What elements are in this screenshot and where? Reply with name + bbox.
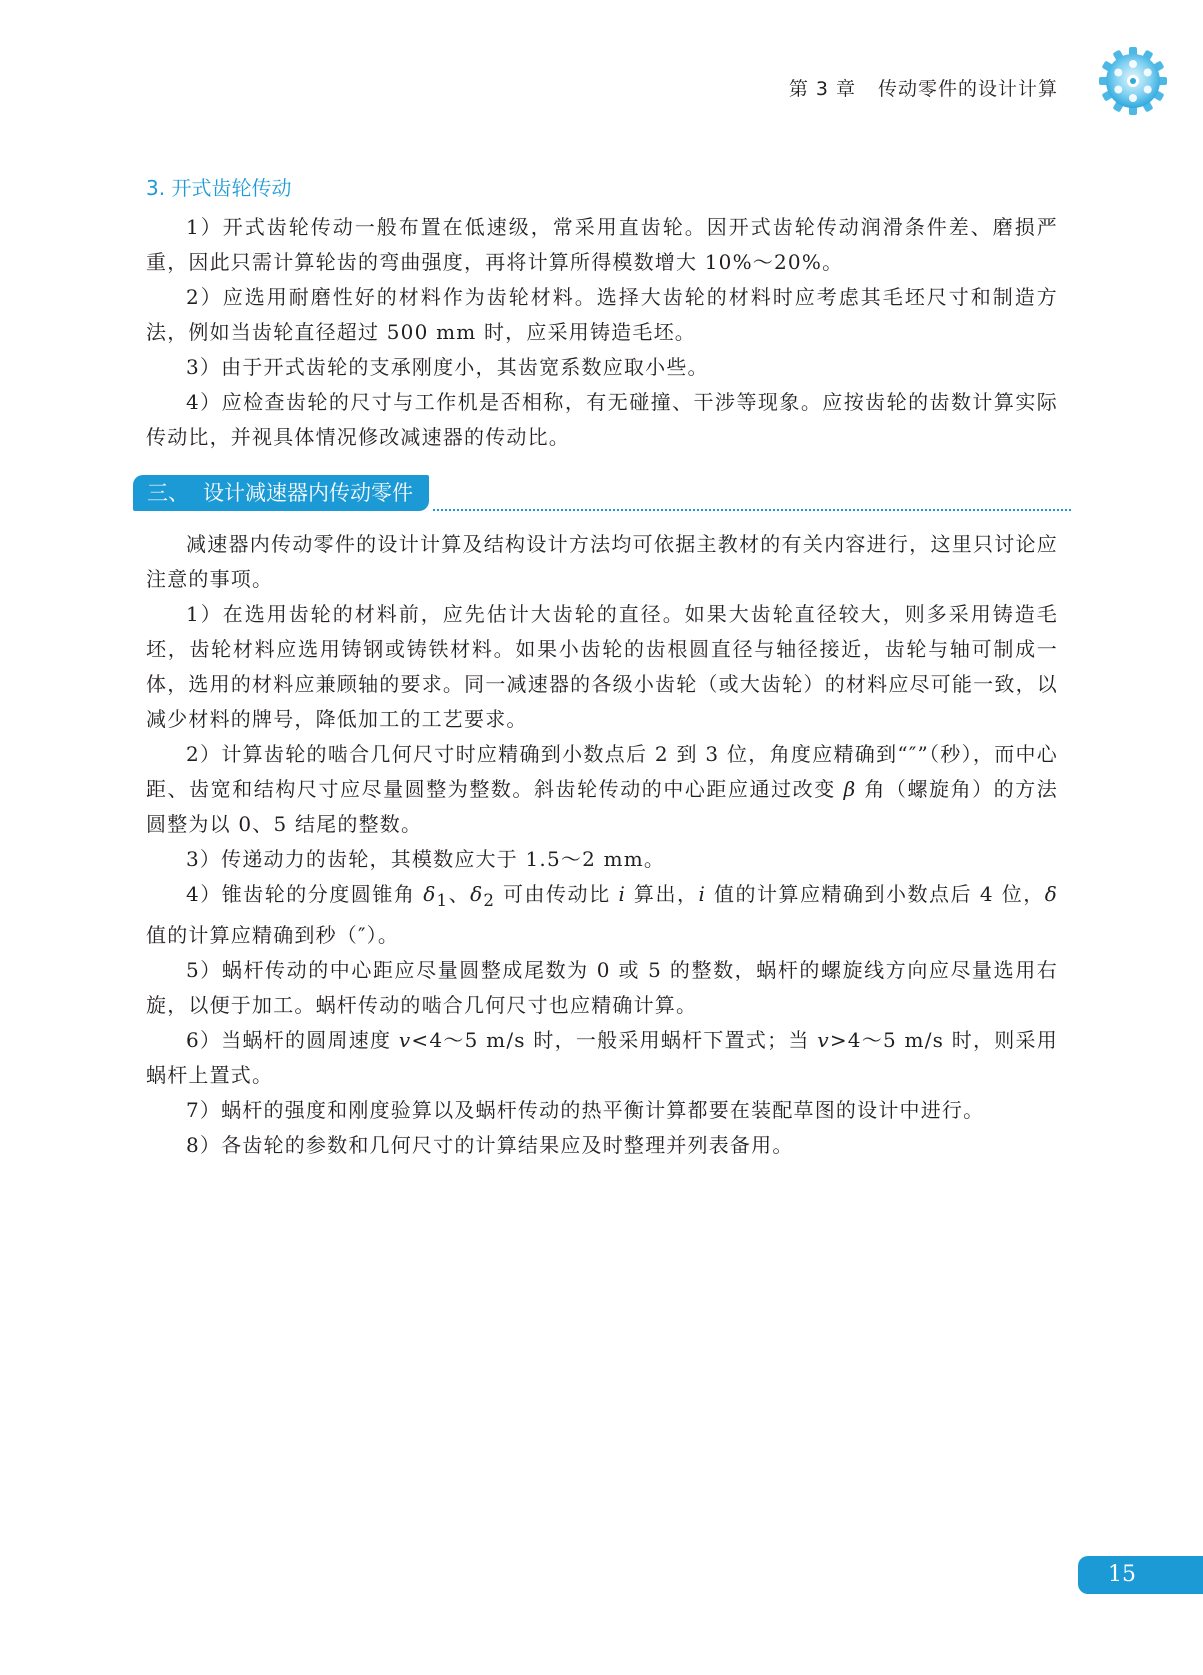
delta-symbol-2: δ xyxy=(470,882,484,906)
delta-symbol-1: δ xyxy=(423,882,437,906)
subsection-paragraph-1: 1）开式齿轮传动一般布置在低速级，常采用直齿轮。因开式齿轮传动润滑条件差、磨损严重，因此只需计算轮齿的弯曲强度，再将计算所得模数增大 10%～20%。 xyxy=(146,215,1058,274)
section-title: 设计减速器内传动零件 xyxy=(203,481,413,505)
delta-symbol-3: δ xyxy=(1044,882,1058,906)
p6-text-c: >4～5 m/s 时，则采用蜗杆上置式。 xyxy=(146,1028,1058,1087)
p4-text-a: 4）锥齿轮的分度圆锥角 xyxy=(186,882,424,906)
p4-text-e: 值的计算应精确到秒（″）。 xyxy=(146,923,400,947)
delta-subscript-1: 1 xyxy=(436,891,449,910)
section-heading xyxy=(133,475,1058,515)
p4-text-d: 值的计算应精确到小数点后 4 位， xyxy=(706,882,1045,906)
p2-text-a: 2）计算齿轮的啮合几何尺寸时应精确到小数点后 2 到 3 位，角度应精确到“″”（秒），而中心距、齿宽和结构尺寸应尽量圆整为整数。斜齿轮传动的中心距应通过改变 xyxy=(146,742,1058,801)
page-content xyxy=(146,172,1058,1163)
beta-symbol: β xyxy=(843,777,857,801)
section-heading-pill xyxy=(133,475,429,511)
subsection-paragraph-3: 3）由于开式齿轮的支承刚度小，其齿宽系数应取小些。 xyxy=(186,355,709,379)
subsection-title: 3. 开式齿轮传动 xyxy=(146,176,292,200)
page-number: 15 xyxy=(1078,1556,1203,1594)
p2-text-b: 角（螺旋角）的方法圆整为以 0、5 结尾的整数。 xyxy=(146,777,1058,836)
section-intro: 减速器内传动零件的设计计算及结构设计方法均可依据主教材的有关内容进行，这里只讨论应注意的事项。 xyxy=(146,532,1058,591)
i-symbol-2: i xyxy=(698,882,707,906)
section-paragraph-4 xyxy=(146,877,1058,953)
p6-text-a: 6）当蜗杆的圆周速度 xyxy=(186,1028,399,1052)
section-paragraph-6 xyxy=(146,1023,1058,1093)
delta-subscript-2: 2 xyxy=(483,891,496,910)
chapter-number: 第 3 章 xyxy=(788,78,856,100)
p4-text-b: 可由传动比 xyxy=(495,882,619,906)
p4-text-c: 算出， xyxy=(626,882,699,906)
section-paragraph-7: 7）蜗杆的强度和刚度验算以及蜗杆传动的热平衡计算都要在装配草图的设计中进行。 xyxy=(186,1098,985,1122)
subsection-paragraph-4: 4）应检查齿轮的尺寸与工作机是否相称，有无碰撞、干涉等现象。应按齿轮的齿数计算实际传动比，并视具体情况修改减速器的传动比。 xyxy=(146,390,1058,449)
section-paragraph-2 xyxy=(146,737,1058,842)
section-number: 三、 xyxy=(147,481,189,505)
section-paragraph-1: 1）在选用齿轮的材料前，应先估计大齿轮的直径。如果大齿轮直径较大，则多采用铸造毛坯，齿轮材料应选用铸钢或铸铁材料。如果小齿轮的齿根圆直径与轴径接近，齿轮与轴可制成一体，选用的材料应兼顾轴的要求。同一减速器的各级小齿轮（或大齿轮）的材料应尽可能一致，以减少材料的牌号，降低加工的工艺要求。 xyxy=(146,602,1058,731)
gear-icon xyxy=(1098,46,1168,116)
page-header xyxy=(789,74,1058,101)
v-symbol-2: v xyxy=(817,1028,830,1052)
section-paragraph-3: 3）传递动力的齿轮，其模数应大于 1.5～2 mm。 xyxy=(186,847,666,871)
v-symbol-1: v xyxy=(398,1028,412,1052)
p4-separator: 、 xyxy=(448,882,471,906)
section-paragraph-5: 5）蜗杆传动的中心距应尽量圆整成尾数为 0 或 5 的整数，蜗杆的螺旋线方向应尽量选用右旋，以便于加工。蜗杆传动的啮合几何尺寸也应精确计算。 xyxy=(146,958,1058,1017)
section-paragraph-8: 8）各齿轮的参数和几何尺寸的计算结果应及时整理并列表备用。 xyxy=(186,1133,794,1157)
subsection-paragraph-2: 2）应选用耐磨性好的材料作为齿轮材料。选择大齿轮的材料时应考虑其毛坯尺寸和制造方法，例如当齿轮直径超过 500 mm 时，应采用铸造毛坯。 xyxy=(146,285,1058,344)
i-symbol-1: i xyxy=(618,882,627,906)
p6-text-b: <4～5 m/s 时，一般采用蜗杆下置式；当 xyxy=(411,1028,818,1052)
section-dotted-rule xyxy=(433,509,1071,511)
chapter-title: 传动零件的设计计算 xyxy=(877,78,1058,100)
